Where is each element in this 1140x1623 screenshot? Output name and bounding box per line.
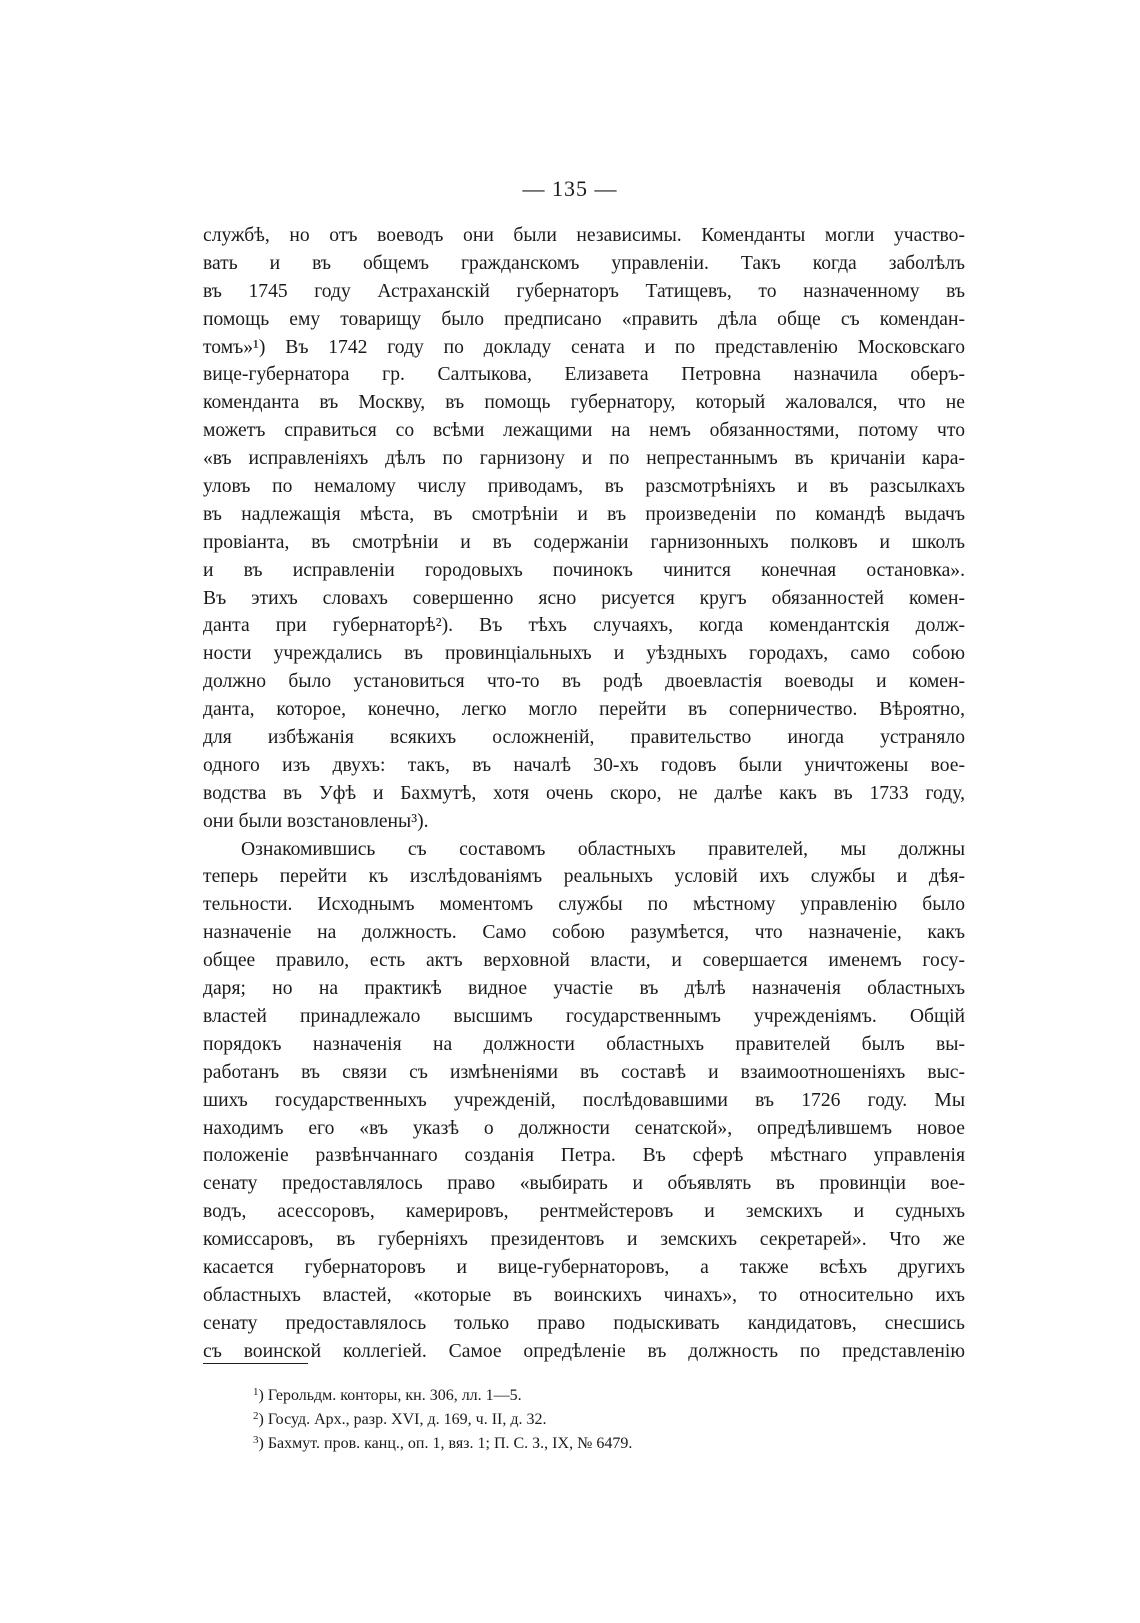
text-line: Ознакомившись съ составомъ областныхъ правителей, мы должны <box>241 838 965 860</box>
text-line: и въ исправленіи городовыхъ починокъ чинится конечная остановка». <box>203 559 965 581</box>
text-line: въ надлежащія мѣста, въ смотрѣніи и въ произведеніи по командѣ выдачъ <box>203 503 965 525</box>
text-line: «въ исправленіяхъ дѣлъ по гарнизону и по непрестаннымъ въ кричаніи кара- <box>203 448 965 470</box>
text-line: должно было установиться что-то въ родѣ двоевластія воеводы и комен- <box>203 671 965 693</box>
text-line: работанъ въ связи съ измѣненіями въ составѣ и взаимоотношеніяхъ выс- <box>203 1061 965 1083</box>
footnote-mark: 2 <box>253 1410 259 1422</box>
footnote-mark: 1 <box>253 1386 259 1398</box>
text-line: томъ»¹) Въ 1742 году по докладу сената и по представленію Московскаго <box>203 336 965 358</box>
footnote <box>253 1380 953 1404</box>
footnote <box>253 1404 953 1428</box>
text-line: для избѣжанія всякихъ осложненій, правительство иногда устраняло <box>203 727 965 749</box>
text-line: водъ, асессоровъ, камерировъ, рентмейстеровъ и земскихъ и судныхъ <box>203 1201 965 1223</box>
text-line: касается губернаторовъ и вице-губернаторовъ, а также всѣхъ другихъ <box>203 1256 965 1278</box>
body-text <box>203 222 965 1366</box>
footnotes <box>253 1380 953 1452</box>
footnote-mark: 3 <box>253 1434 259 1446</box>
text-line: положеніе развѣнчаннаго созданія Петра. Въ сферѣ мѣстнаго управленія <box>203 1145 965 1167</box>
footnote <box>253 1428 953 1452</box>
text-line: порядокъ назначенія на должности областныхъ правителей былъ вы- <box>203 1033 965 1055</box>
text-line: вице-губернатора гр. Салтыкова, Елизавета Петровна назначила оберъ- <box>203 364 965 386</box>
text-line: провіанта, въ смотрѣніи и въ содержаніи гарнизонныхъ полковъ и школъ <box>203 531 965 553</box>
text-line: комиссаровъ, въ губерніяхъ президентовъ и земскихъ секретарей». Что же <box>203 1229 965 1251</box>
text-line: властей принадлежало высшимъ государственнымъ учрежденіямъ. Общій <box>203 1005 965 1027</box>
text-line: данта, которое, конечно, легко могло перейти въ соперничество. Вѣроятно, <box>203 699 965 721</box>
text-line: Въ этихъ словахъ совершенно ясно рисуется кругъ обязанностей комен- <box>203 587 965 609</box>
text-line: коменданта въ Москву, въ помощь губернатору, который жаловался, что не <box>203 392 965 414</box>
text-line: съ воинской коллегіей. Самое опредѣленіе въ должность по представленію <box>203 1340 965 1362</box>
text-line: они были возстановлены³). <box>203 810 429 832</box>
text-line: сенату предоставлялось право «выбирать и объявлять въ провинціи вое- <box>203 1173 965 1195</box>
text-line: находимъ его «въ указѣ о должности сенатской», опредѣлившемъ новое <box>203 1117 965 1139</box>
text-line: шихъ государственныхъ учрежденій, послѣдовавшими въ 1726 году. Мы <box>203 1089 965 1111</box>
text-line: службѣ, но отъ воеводъ они были независимы. Коменданты могли участво- <box>203 225 965 246</box>
text-line: даря; но на практикѣ видное участіе въ дѣлѣ назначенія областныхъ <box>203 978 965 1000</box>
text-line: уловъ по немалому числу приводамъ, въ разсмотрѣніяхъ и въ разсылкахъ <box>203 476 965 498</box>
footnote-text: ) Госуд. Арх., разр. XVI, д. 169, ч. II, д. 32. <box>258 1411 547 1428</box>
footnote-text: ) Бахмут. пров. канц., оп. 1, вяз. 1; П. С. З., IX, № 6479. <box>258 1435 633 1452</box>
text-line: областныхъ властей, «которые въ воинскихъ чинахъ», то относительно ихъ <box>203 1284 965 1306</box>
page-number: — 135 — <box>522 176 618 201</box>
text-line: назначеніе на должность. Само собою разумѣется, что назначеніе, какъ <box>203 922 965 944</box>
footnote-divider <box>203 1363 308 1364</box>
text-line: общее правило, есть актъ верховной власти, и совершается именемъ госу- <box>203 950 965 972</box>
text-line: можетъ справиться со всѣми лежащими на немъ обязанностями, потому что <box>203 420 965 442</box>
text-line: тельности. Исходнымъ моментомъ службы по мѣстному управленію было <box>203 894 965 916</box>
text-line: водства въ Уфѣ и Бахмутѣ, хотя очень скоро, не далѣе какъ въ 1733 году, <box>203 782 965 804</box>
text-line: теперь перейти къ изслѣдованіямъ реальныхъ условій ихъ службы и дѣя- <box>203 866 965 888</box>
text-line: одного изъ двухъ: такъ, въ началѣ 30-хъ годовъ были уничтожены вое- <box>203 754 965 776</box>
text-line: помощь ему товарищу было предписано «править дѣла обще съ комендан- <box>203 308 965 330</box>
text-line: въ 1745 году Астраханскій губернаторъ Татищевъ, то назначенному въ <box>203 280 965 302</box>
text-line: ности учреждались въ провинціальныхъ и уѣздныхъ городахъ, само собою <box>203 643 965 665</box>
text-line: данта при губернаторѣ²). Въ тѣхъ случаяхъ, когда комендантскія долж- <box>203 615 965 637</box>
text-line: сенату предоставлялось только право подыскивать кандидатовъ, снесшись <box>203 1312 965 1334</box>
footnote-text: ) Герольдм. конторы, кн. 306, лл. 1—5. <box>258 1387 522 1404</box>
text-line: вать и въ общемъ гражданскомъ управленіи. Такъ когда заболѣлъ <box>203 252 965 274</box>
